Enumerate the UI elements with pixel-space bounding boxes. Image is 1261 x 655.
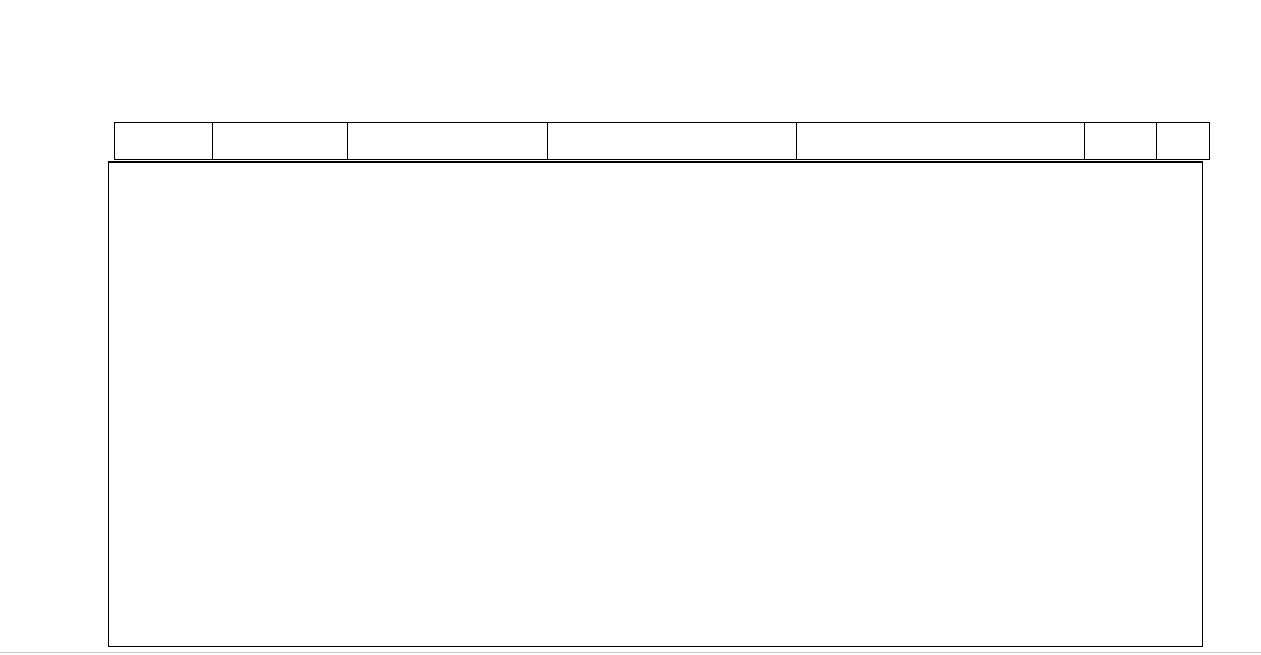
column-demandante <box>347 123 547 159</box>
column-descripcion <box>796 123 1084 159</box>
column-fecha-auto <box>1084 123 1156 159</box>
bottom-divider <box>0 652 1261 653</box>
column-clase-proceso <box>212 123 347 159</box>
column-demandado <box>547 123 796 159</box>
column-header-box <box>114 122 1210 160</box>
estado-table <box>108 161 1203 647</box>
column-no-proceso <box>115 123 212 159</box>
column-cuad <box>1156 123 1209 159</box>
